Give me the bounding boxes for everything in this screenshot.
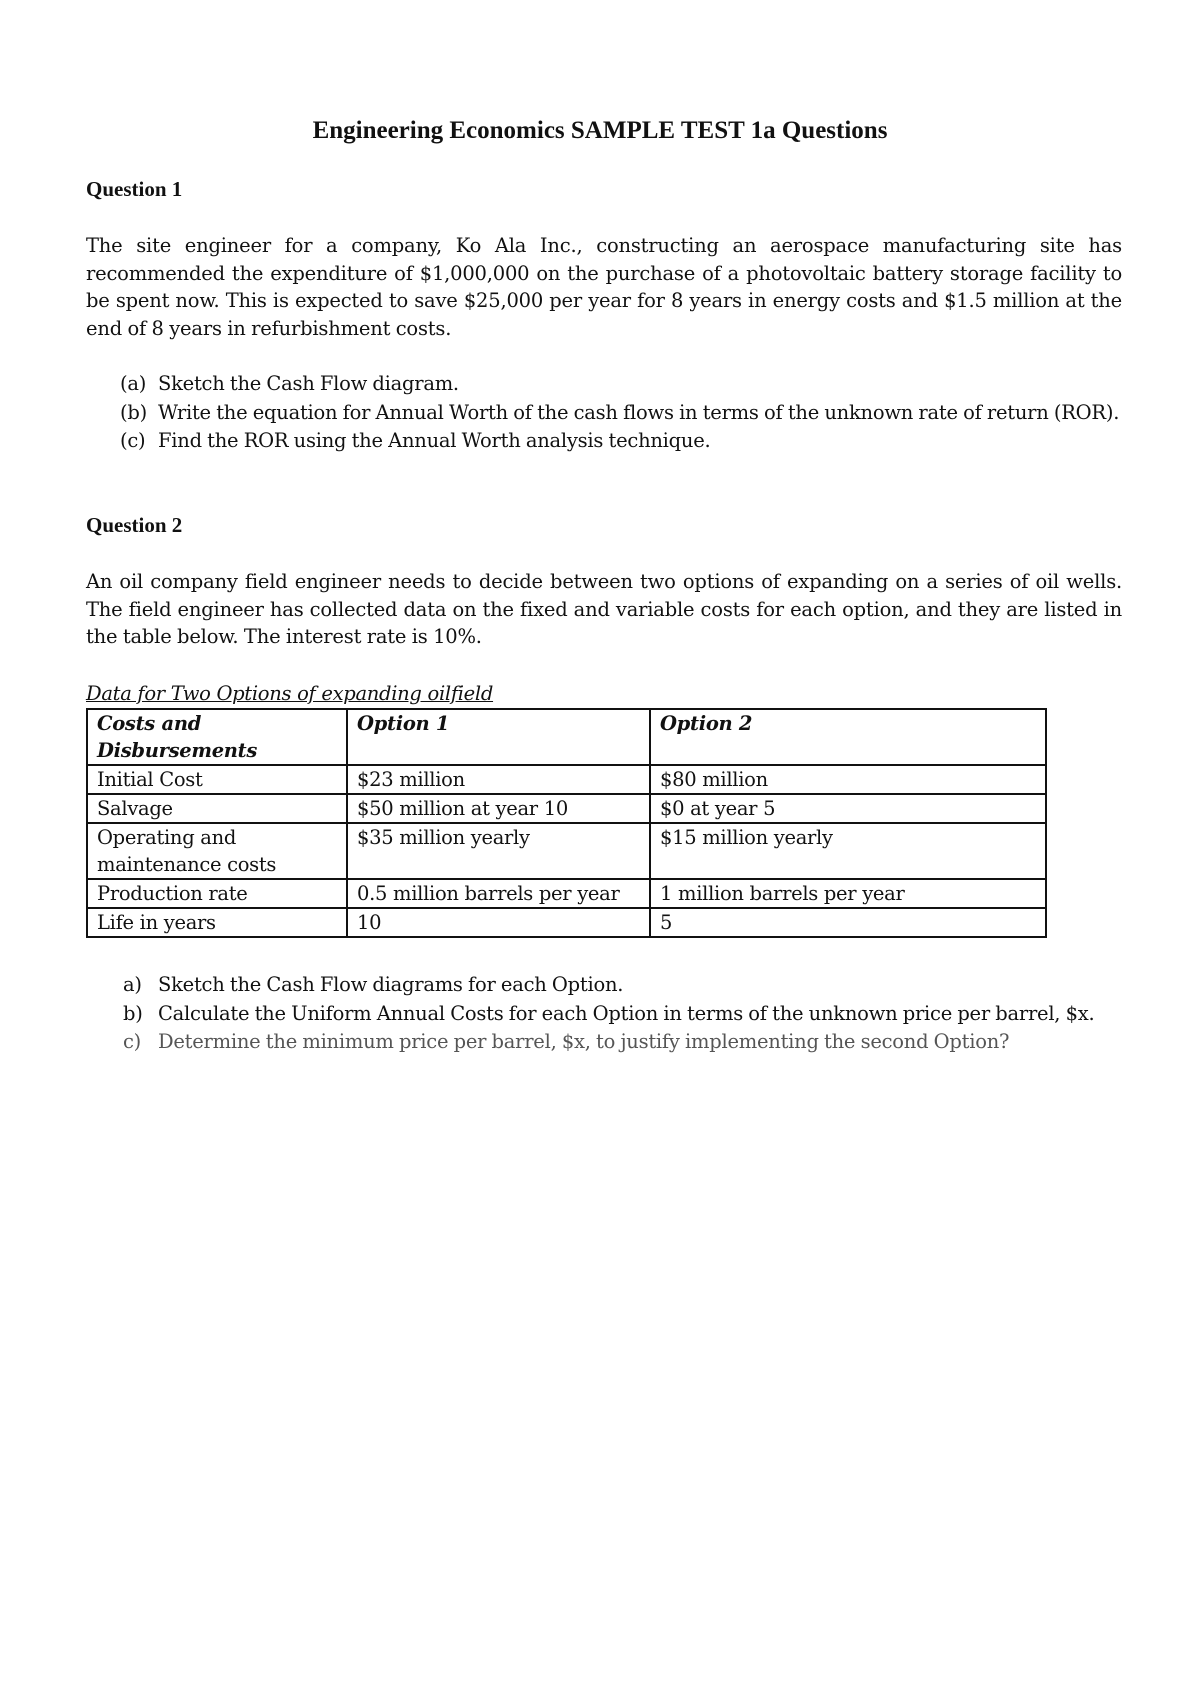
document-title: Engineering Economics SAMPLE TEST 1a Questions	[312, 117, 888, 144]
question-1-heading: Question 1	[86, 177, 183, 201]
part-marker: (a)	[120, 372, 147, 395]
table-cell: Salvage	[87, 794, 347, 823]
table-cell: $80 million	[650, 765, 1046, 794]
question-1-parts	[86, 370, 1146, 456]
table-cell: 5	[650, 908, 1046, 937]
table-cell: 1 million barrels per year	[650, 879, 1046, 908]
table-cell: 10	[347, 908, 650, 937]
table-header-cell: Option 1	[347, 709, 650, 765]
question-2-parts	[86, 971, 1146, 1057]
part-text: Calculate the Uniform Annual Costs for each Option in terms of the unknown price per barrel, $x.	[158, 1001, 1095, 1025]
question-1-part-c	[86, 427, 1146, 456]
question-2-part-b	[86, 1000, 1146, 1029]
part-text: Find the ROR using the Annual Worth analysis technique.	[158, 429, 711, 452]
table-row	[87, 908, 1046, 937]
part-marker: (b)	[120, 400, 147, 424]
table-cell: $35 million yearly	[347, 823, 650, 879]
question-1-part-b	[86, 399, 1146, 428]
table-caption: Data for Two Options of expanding oilfield	[86, 682, 494, 705]
table-row	[87, 823, 1046, 879]
question-2-part-c	[86, 1028, 1146, 1057]
question-2-body: An oil company field engineer needs to decide between two options of expanding on a series of oil wells. The field engineer has collected data on the fixed and variable costs for each option, and they are listed in the table below. The interest rate is 10%.	[86, 570, 1122, 648]
table-header-row	[87, 709, 1046, 765]
table-row	[87, 879, 1046, 908]
table-header-cell: Option 2	[650, 709, 1046, 765]
part-text: Write the equation for Annual Worth of the cash flows in terms of the unknown rate of return (ROR).	[158, 400, 1120, 424]
table-header-cell: Costs and Disbursements	[87, 709, 347, 765]
part-marker: c)	[123, 1030, 142, 1053]
part-text: Sketch the Cash Flow diagram.	[158, 372, 459, 395]
table-cell: Initial Cost	[87, 765, 347, 794]
part-marker: (c)	[120, 429, 146, 452]
table-cell: Production rate	[87, 879, 347, 908]
question-1-part-a	[86, 370, 1146, 399]
table-cell: Operating and maintenance costs	[87, 823, 347, 879]
table-cell: Life in years	[87, 908, 347, 937]
table-cell: $0 at year 5	[650, 794, 1046, 823]
part-marker: a)	[123, 973, 142, 996]
part-text: Determine the minimum price per barrel, $x, to justify implementing the second Option?	[158, 1030, 1010, 1053]
table-row	[87, 765, 1046, 794]
table-cell: $23 million	[347, 765, 650, 794]
options-table	[86, 708, 1047, 938]
table-cell: 0.5 million barrels per year	[347, 879, 650, 908]
question-2-part-a	[86, 971, 1146, 1000]
question-2-heading: Question 2	[86, 513, 183, 537]
part-text: Sketch the Cash Flow diagrams for each Option.	[158, 973, 624, 996]
question-1-body: The site engineer for a company, Ko Ala Inc., constructing an aerospace manufacturing site has recommended the expenditure of $1,000,000 on the purchase of a photovoltaic battery storage facility to be spent now. This is expected to save $25,000 per year for 8 years in energy costs and $1.5 million at the end of 8 years in refurbishment costs.	[86, 234, 1122, 340]
part-marker: b)	[123, 1001, 143, 1025]
table-cell: $50 million at year 10	[347, 794, 650, 823]
table-cell: $15 million yearly	[650, 823, 1046, 879]
table-row	[87, 794, 1046, 823]
